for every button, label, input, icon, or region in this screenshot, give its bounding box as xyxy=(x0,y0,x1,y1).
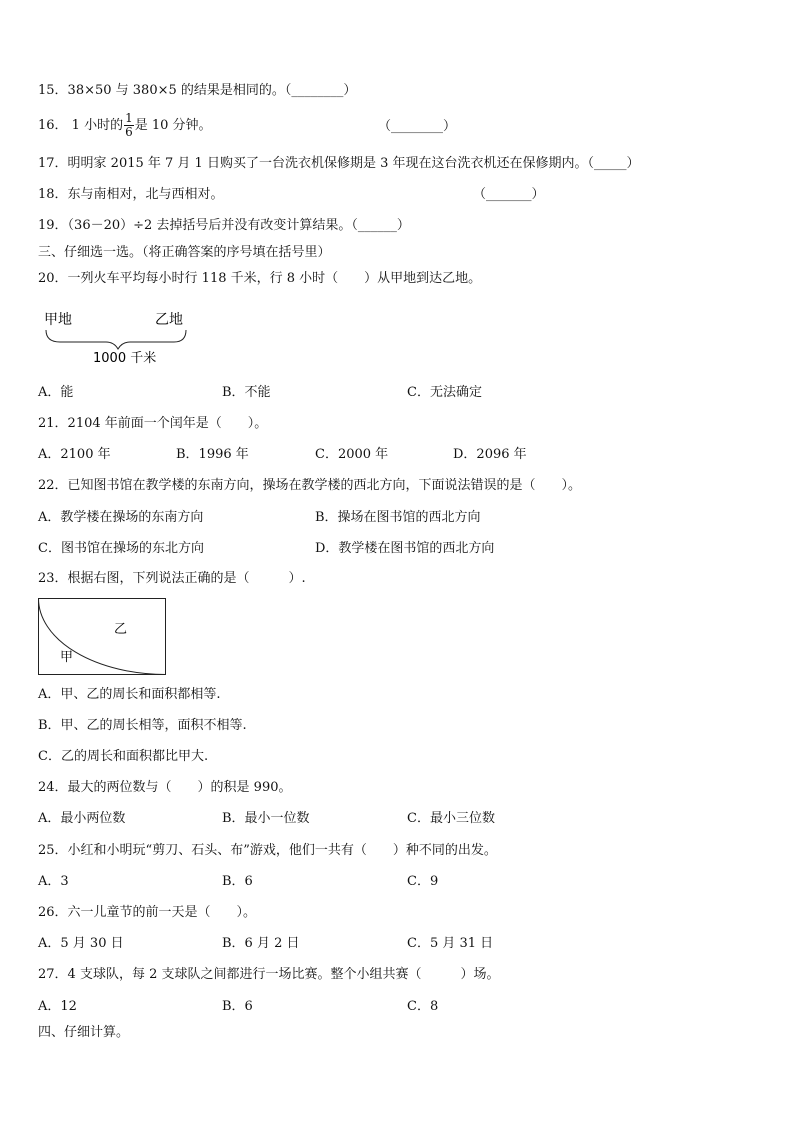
section-4-heading: 四、仔细计算。 xyxy=(38,1025,130,1040)
q23-option-a[interactable]: A．甲、乙的周长和面积都相等. xyxy=(38,687,221,702)
question-18 xyxy=(38,186,224,204)
question-21 xyxy=(38,415,267,433)
question-26-text: 26．六一儿童节的前一天是（ ）。 xyxy=(38,905,257,920)
diagram-right-label: 乙地 xyxy=(155,312,183,328)
q22-option-a[interactable]: A．教学楼在操场的东南方向 xyxy=(38,510,204,525)
q27-option-b[interactable]: B．6 xyxy=(222,999,253,1014)
question-16 xyxy=(38,112,212,140)
q21-option-a[interactable]: A．2100 年 xyxy=(38,447,111,462)
question-27-text: 27．4 支球队，每 2 支球队之间都进行一场比赛。整个小组共赛（ ）场。 xyxy=(38,967,500,982)
section-3-heading: 三、仔细选一选。（将正确答案的序号填在括号里） xyxy=(38,245,331,260)
q27-option-a[interactable]: A．12 xyxy=(38,999,77,1014)
q26-option-a[interactable]: A．5 月 30 日 xyxy=(38,936,124,951)
q21-option-d[interactable]: D．2096 年 xyxy=(453,447,527,462)
fraction-numerator: 1 xyxy=(125,111,133,125)
question-25 xyxy=(38,842,497,860)
q20-option-a[interactable]: A．能 xyxy=(38,385,74,400)
q21-option-c[interactable]: C．2000 年 xyxy=(315,447,389,462)
question-26 xyxy=(38,904,256,922)
fraction-denominator: 6 xyxy=(125,125,133,139)
q20-option-b[interactable]: B．不能 xyxy=(222,385,271,400)
distance-diagram xyxy=(38,306,198,368)
q24-option-c[interactable]: C．最小三位数 xyxy=(407,811,495,826)
label-jia: 甲 xyxy=(60,650,74,665)
q23-option-c[interactable]: C．乙的周长和面积都比甲大. xyxy=(38,749,209,764)
question-21-text: 21．2104 年前面一个闰年是（ ）。 xyxy=(38,416,268,431)
question-15 xyxy=(38,82,356,100)
q21-option-b[interactable]: B．1996 年 xyxy=(176,447,249,462)
q22-option-d[interactable]: D．教学楼在图书馆的西北方向 xyxy=(315,541,495,556)
question-16-suffix: 是 10 分钟。 xyxy=(134,118,212,133)
diagram-left-label: 甲地 xyxy=(44,312,72,328)
question-27 xyxy=(38,966,499,984)
question-24 xyxy=(38,779,292,797)
q20-option-c[interactable]: C．无法确定 xyxy=(407,385,482,400)
q23-option-b[interactable]: B．甲、乙的周长相等，面积不相等. xyxy=(38,718,247,733)
fraction-one-sixth xyxy=(124,112,134,139)
q25-option-a[interactable]: A．3 xyxy=(38,874,69,889)
question-18-text: 18．东与南相对，北与西相对。 xyxy=(38,187,224,202)
q25-option-b[interactable]: B．6 xyxy=(222,874,253,889)
question-22 xyxy=(38,477,581,495)
q22-option-b[interactable]: B．操场在图书馆的西北方向 xyxy=(315,510,481,525)
question-20 xyxy=(38,270,481,288)
q26-option-b[interactable]: B．6 月 2 日 xyxy=(222,936,300,951)
question-25-text: 25．小红和小明玩“剪刀、石头、布”游戏，他们一共有（ ）种不同的出发。 xyxy=(38,843,497,858)
q26-option-c[interactable]: C．5 月 31 日 xyxy=(407,936,494,951)
question-15-text: 15．38×50 与 380×5 的结果是相同的。（________） xyxy=(38,83,357,98)
question-17-text: 17．明明家 2015 年 7 月 1 日购买了一台洗衣机保修期是 3 年现在这台洗衣机还在保修期内。（_____） xyxy=(38,156,640,171)
figure-rectangle xyxy=(39,599,166,675)
figure-arc xyxy=(39,599,166,675)
question-24-text: 24．最大的两位数与（ ）的积是 990。 xyxy=(38,780,292,795)
q24-option-a[interactable]: A．最小两位数 xyxy=(38,811,126,826)
question-19-text: 19．（36－20）÷2 去掉括号后并没有改变计算结果。（______） xyxy=(38,218,410,233)
label-yi: 乙 xyxy=(114,622,128,637)
q24-option-b[interactable]: B．最小一位数 xyxy=(222,811,310,826)
distance-brace xyxy=(46,330,186,349)
question-19 xyxy=(38,217,410,235)
question-18-answer-blank[interactable]: （_______） xyxy=(473,187,545,202)
diagram-distance-label: 1000 千米 xyxy=(93,351,157,366)
question-22-text: 22．已知图书馆在教学楼的东南方向，操场在教学楼的西北方向，下面说法错误的是（ ）。 xyxy=(38,478,582,493)
question-20-text: 20．一列火车平均每小时行 118 千米，行 8 小时（ ）从甲地到达乙地。 xyxy=(38,271,482,286)
question-17 xyxy=(38,155,640,173)
q25-option-c[interactable]: C．9 xyxy=(407,874,439,889)
question-16-prefix: 16． 1 小时的 xyxy=(38,118,124,133)
q27-option-c[interactable]: C．8 xyxy=(407,999,439,1014)
question-23 xyxy=(38,570,306,588)
rectangle-arc-figure xyxy=(38,598,168,677)
q22-option-c[interactable]: C．图书馆在操场的东北方向 xyxy=(38,541,204,556)
question-23-text: 23．根据右图，下列说法正确的是（ ）. xyxy=(38,571,306,586)
question-16-answer-blank[interactable]: （________） xyxy=(378,119,457,134)
